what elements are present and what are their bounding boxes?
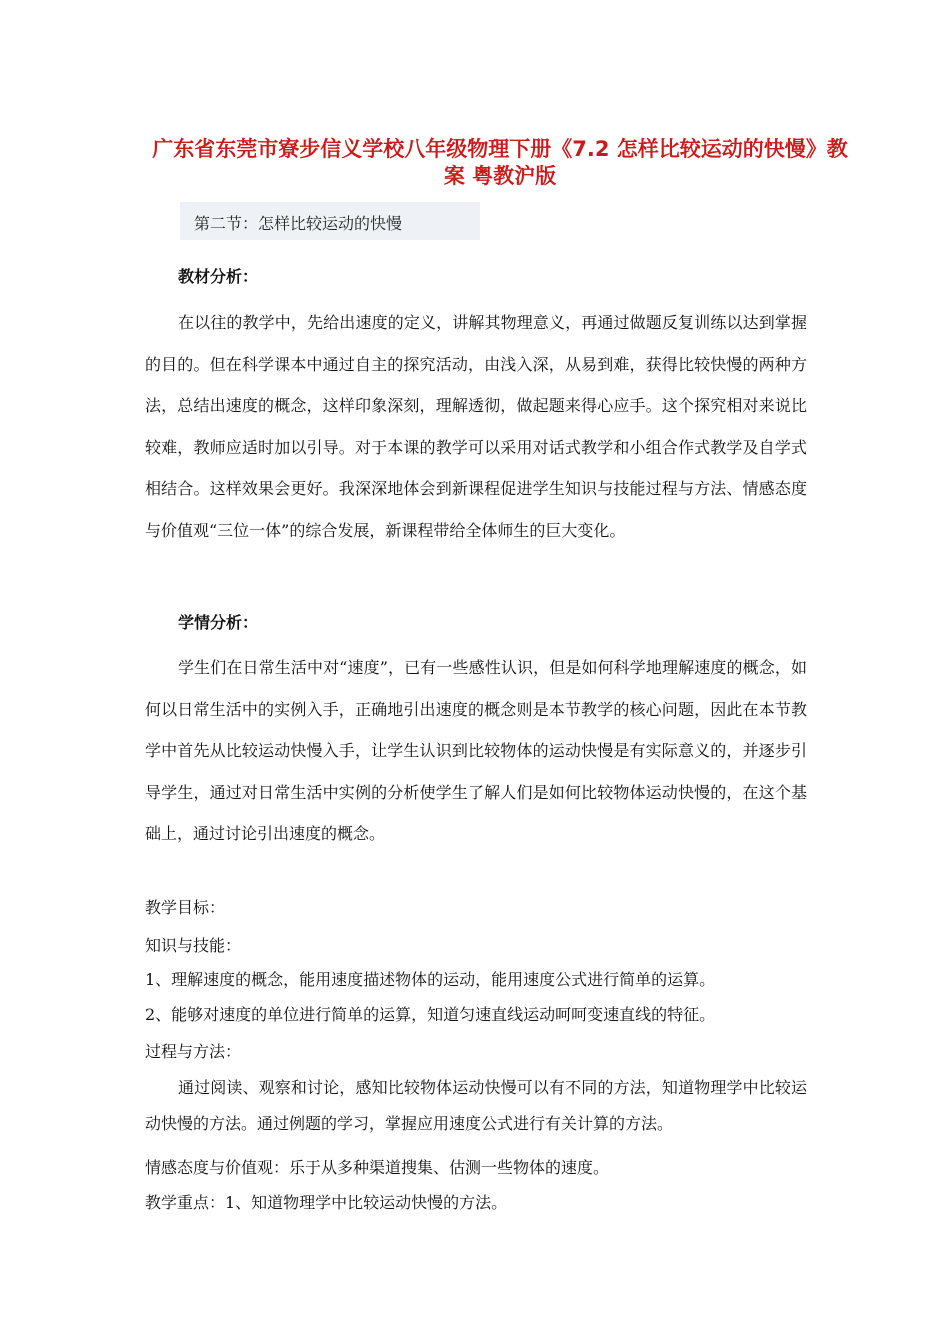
textbook-analysis-heading: 教材分析： [178,267,259,286]
textbook-analysis-paragraph: 在以往的教学中，先给出速度的定义，讲解其物理意义，再通过做题反复训练以达到掌握的目的。但在科学课本中通过自主的探究活动，由浅入深，从易到难，获得比较快慢的两种方法，总结出速度的概念，这样印象深刻，理解透彻，做起题来得心应手。这个探究相对来说比较难，教师应适时加以引导。对于本课的教学可以采用对话式教学和小组合作式教学及自学式相结合。这样效果会更好。我深深地体会到新课程促进学生知识与技能过程与方法、情感态度与价值观“三位一体”的综合发展，新课程带给全体师生的巨大变化。 [145,313,807,540]
knowledge-item-1: 1、理解速度的概念，能用速度描述物体的运动，能用速度公式进行简单的运算。 [145,970,716,989]
process-method-heading: 过程与方法： [145,1042,242,1061]
teaching-key-point-line: 教学重点：1、知道物理学中比较运动快慢的方法。 [145,1193,508,1212]
section-subheading: 第二节：怎样比较运动的快慢 [194,214,403,233]
knowledge-item-2: 2、能够对速度的单位进行简单的运算，知道匀速直线运动呵呵变速直线的特征。 [145,1005,716,1024]
knowledge-skills-heading: 知识与技能： [145,936,242,955]
objectives-heading: 教学目标： [145,898,226,917]
attitude-values-line: 情感态度与价值观：乐于从多种渠道搜集、估测一些物体的速度。 [145,1158,610,1177]
student-analysis-paragraph: 学生们在日常生活中对“速度”，已有一些感性认识，但是如何科学地理解速度的概念，如何以日常生活中的实例入手，正确地引出速度的概念则是本节教学的核心问题，因此在本节教学中首先从比较运动快慢入手，让学生认识到比较物体的运动快慢是有实际意义的，并逐步引导学生，通过对日常生活中实例的分析使学生了解人们是如何比较物体运动快慢的，在这个基础上，通过讨论引出速度的概念。 [145,658,807,843]
document-title: 广东省东莞市寮步信义学校八年级物理下册《7.2 怎样比较运动的快慢》教案 粤教沪版 [152,137,848,188]
student-analysis-heading: 学情分析： [178,613,259,632]
process-method-paragraph: 通过阅读、观察和讨论，感知比较物体运动快慢可以有不同的方法，知道物理学中比较运动快慢的方法。通过例题的学习，掌握应用速度公式进行有关计算的方法。 [145,1078,807,1133]
